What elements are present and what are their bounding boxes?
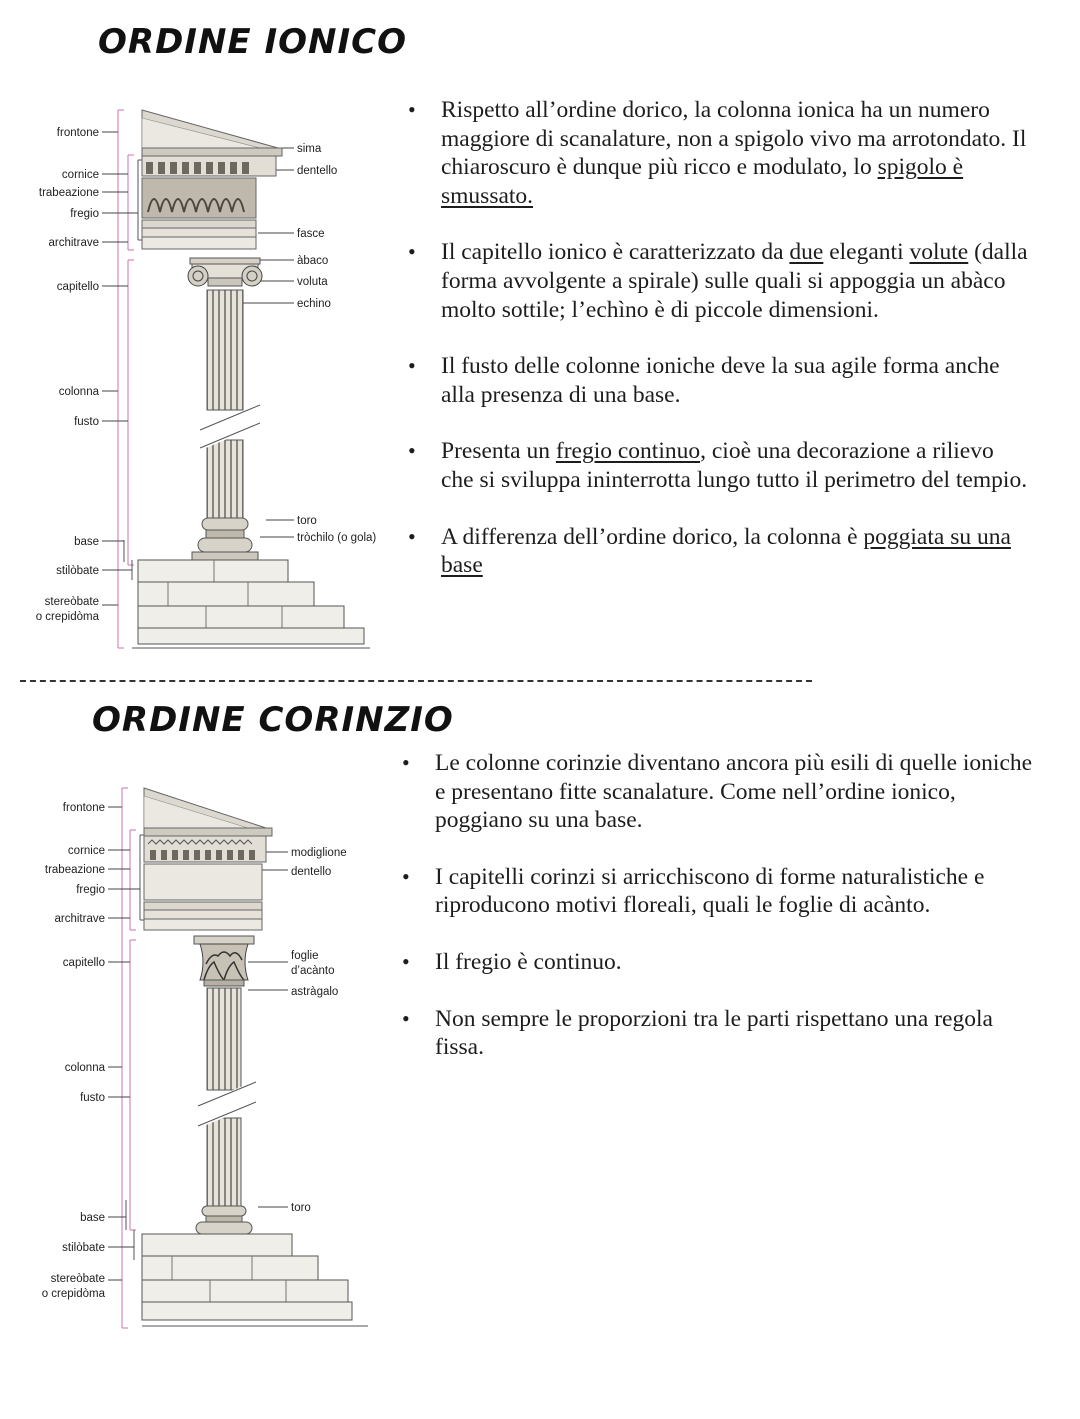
corinthian-label-fusto: fusto (80, 1092, 105, 1104)
corinthian-label-trabeazione: trabeazione (44, 864, 105, 876)
corinthian-label-modiglione: modiglione (291, 847, 347, 859)
corinthian-label-crepidoma: o crepidòma (41, 1288, 105, 1300)
corinthian-label-frontone: frontone (62, 802, 105, 814)
ionic-label-sima: sima (297, 143, 322, 155)
ionic-label-architrave: architrave (48, 237, 99, 249)
ionic-label-stereobate: stereòbate (44, 596, 99, 608)
ionic-label-fusto: fusto (74, 416, 99, 428)
corinthian-label-colonna: colonna (64, 1062, 105, 1074)
ionic-label-trochilo: tròchilo (o gola) (297, 532, 377, 544)
ionic-label-base: base (74, 536, 99, 548)
corinthian-label-capitello: capitello (62, 957, 105, 969)
corinthian-label-cornice: cornice (67, 845, 105, 857)
ionic-label-fregio: fregio (70, 208, 99, 220)
corinthian-label-architrave: architrave (54, 913, 105, 925)
corinthian-label-stereobate: stereòbate (50, 1273, 105, 1285)
corinthian-column-diagram (26, 780, 396, 1340)
corinthian-label-acanto: d’acànto (291, 965, 335, 977)
corinthian-label-stilobate: stilòbate (62, 1242, 105, 1254)
corinthian-bullet-4: • Non sempre le proporzioni tra le parti rispettano una regola fissa. (402, 1005, 1042, 1062)
ionic-bullet-5: • A differenza dell’ordine dorico, la colonna è poggiata su una base (408, 523, 1028, 580)
ionic-label-fasce: fasce (297, 228, 325, 240)
ionic-title: ORDINE IONICO (98, 22, 407, 62)
ionic-label-crepidoma: o crepidòma (35, 611, 99, 623)
ionic-label-colonna: colonna (58, 386, 99, 398)
ionic-label-voluta: voluta (297, 276, 328, 288)
corinthian-label-base: base (80, 1212, 105, 1224)
ionic-label-trabeazione: trabeazione (38, 187, 99, 199)
ionic-label-cornice: cornice (61, 169, 99, 181)
corinthian-label-dentello: dentello (291, 866, 332, 878)
ionic-column-diagram (20, 100, 390, 655)
ionic-bullet-2: • Il capitello ionico è caratterizzato da due eleganti volute (dalla forma avvolgente a spirale) sulle quali si appoggia un abàco molto sottile; l’echìno è di piccole dimensioni. (408, 238, 1028, 324)
ionic-label-stilobate: stilòbate (56, 565, 99, 577)
ionic-label-echino: echino (297, 298, 331, 310)
corinthian-bullet-2: • I capitelli corinzi si arricchiscono di forme naturalistiche e riproducono motivi floreali, quali le foglie di acànto. (402, 863, 1042, 920)
corinthian-label-astragalo: astràgalo (291, 986, 339, 998)
ionic-label-capitello: capitello (56, 281, 99, 293)
corinthian-bullet-1: • Le colonne corinzie diventano ancora più esili di quelle ioniche e presentano fitte scanalature. Come nell’ordine ionico, poggiano su una base. (402, 749, 1042, 835)
ionic-label-frontone: frontone (56, 127, 99, 139)
ionic-label-toro: toro (297, 515, 317, 527)
ionic-bullet-1: • Rispetto all’ordine dorico, la colonna ionica ha un numero maggiore di scanalature, non a spigolo vivo ma arrotondato. Il chiaroscuro è dunque più ricco e modulato, lo spigolo è smussato. (408, 96, 1028, 210)
ionic-bullet-4: • Presenta un fregio continuo, cioè una decorazione a rilievo che si sviluppa ininterrotta lungo tutto il perimetro del tempio. (408, 437, 1028, 494)
corinthian-label-foglie: foglie (291, 950, 319, 962)
corinthian-label-toro: toro (291, 1202, 311, 1214)
corinthian-label-fregio: fregio (76, 884, 105, 896)
ionic-bullet-3: • Il fusto delle colonne ioniche deve la sua agile forma anche alla presenza di una base. (408, 352, 1028, 409)
corinthian-bullet-list (402, 749, 1042, 1090)
corinthian-title: ORDINE CORINZIO (92, 700, 454, 740)
corinthian-bullet-3: • Il fregio è continuo. (402, 948, 1042, 977)
ionic-label-dentello: dentello (297, 165, 338, 177)
section-divider (20, 680, 812, 682)
ionic-label-abaco: àbaco (297, 255, 329, 267)
ionic-bullet-list (408, 96, 1028, 608)
